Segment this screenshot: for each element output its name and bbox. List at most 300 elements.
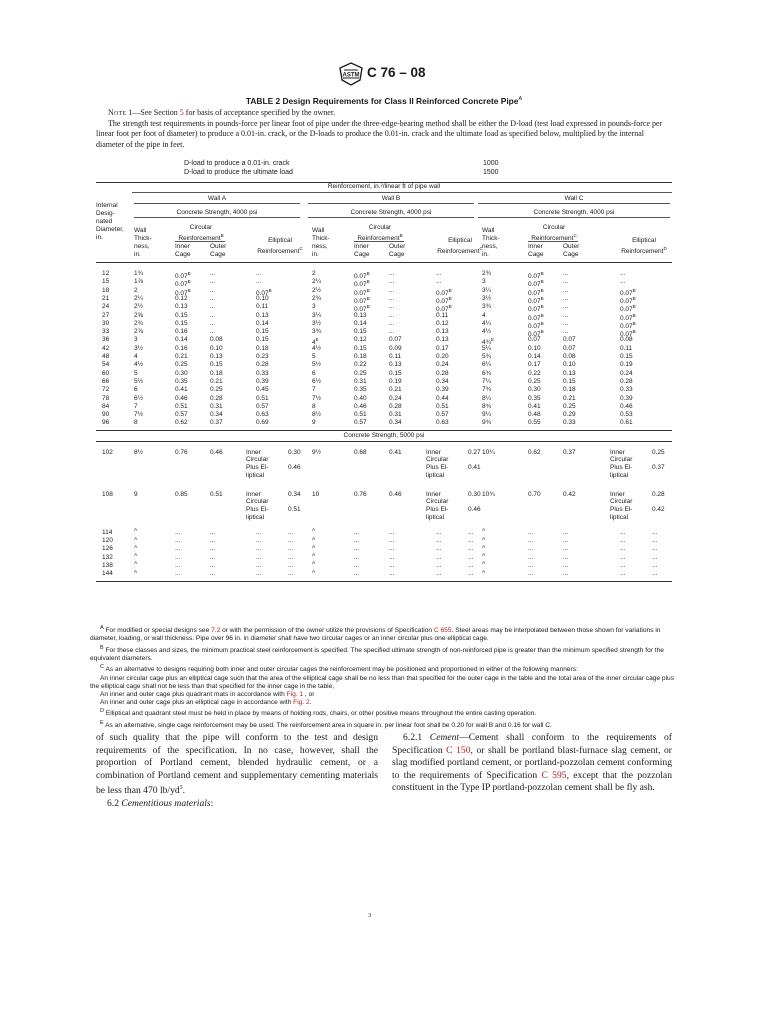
table-cell: $0.07^B$ (528, 295, 544, 306)
table-cell: ... (436, 553, 442, 561)
outer-cage-header: Cage (389, 251, 405, 258)
diameter-cell: 54 (102, 361, 110, 369)
diameter-cell: 27 (102, 311, 110, 319)
table-cell: 0.63 (436, 419, 449, 427)
table-cell: 0.76 (354, 490, 367, 498)
table-cell: 0.28 (436, 369, 449, 377)
wall-thickness-header: Thick- (312, 235, 330, 242)
table-cell: ... (468, 545, 474, 553)
table-cell: $0.07^B$ (620, 295, 636, 306)
table-cell: 0.11 (436, 311, 449, 319)
table-cell: 0.41 (389, 448, 402, 456)
inner-circular-plus-elliptical-label: liptical (426, 471, 445, 479)
table-cell: 0.30 (175, 369, 188, 377)
astm-logo (338, 62, 364, 86)
table-cell: 5¼ (482, 344, 492, 352)
table-cell: 0.55 (528, 419, 541, 427)
table-cell: ... (256, 537, 262, 544)
outer-cage-header: Cage (563, 251, 579, 258)
svg-text:ASTM: ASTM (342, 72, 360, 79)
table-cell: 2⅞ (134, 328, 144, 336)
table-cell: 7¾ (482, 386, 492, 394)
table-cell: 3¼ (312, 311, 322, 319)
table-cell: ... (528, 537, 534, 544)
table-cell: 8¼ (482, 394, 492, 402)
dload-ultimate-label: D-load to produce the ultimate load (184, 168, 293, 176)
table-cell: ... (175, 537, 181, 544)
table-cell: 0.34 (389, 419, 402, 427)
inner-circular-plus-elliptical-label: Inner (246, 490, 261, 498)
table-cell: 0.11 (389, 353, 402, 360)
table-intro (96, 108, 672, 150)
footnote-a-mark: A (482, 544, 486, 550)
table-cell: ... (436, 561, 442, 569)
table-cell: ... (210, 286, 216, 294)
diameter-cell: 24 (102, 303, 110, 311)
table-cell: ... (468, 570, 474, 578)
table-cell: ... (436, 570, 442, 578)
inner-circular-plus-elliptical-label: Plus El- (246, 463, 269, 471)
table-cell: 0.27 (468, 448, 481, 456)
table-cell: ... (620, 570, 626, 578)
table-cell: 0.31 (354, 377, 367, 385)
table-cell: 0.62 (528, 448, 541, 456)
footnote-a-mark: A (134, 544, 138, 550)
table-cell: ... (354, 537, 360, 544)
table-cell: ... (436, 270, 442, 277)
circular-reinforcement-header: Reinforcement$^B$ (178, 233, 224, 243)
table-cell: 8½ (134, 448, 144, 456)
table-cell: $0.07^B$ (354, 287, 370, 297)
diameter-cell: 21 (102, 294, 110, 302)
table-cell: 0.62 (175, 419, 188, 427)
table-cell: 9 (134, 490, 138, 498)
diameter-cell: 138 (102, 561, 113, 569)
table-cell: 2¼ (134, 294, 144, 302)
table-cell: 0.35 (354, 386, 367, 394)
inner-circular-plus-elliptical-label: Plus El- (610, 505, 633, 513)
inner-circular-plus-elliptical-label: liptical (246, 513, 265, 521)
footnote-a-mark: A (482, 536, 486, 542)
table-cell: ... (210, 319, 216, 327)
diameter-cell: 48 (102, 353, 110, 360)
table-cell: 8 (134, 419, 138, 427)
table-cell: ... (256, 270, 262, 277)
table-cell: ... (563, 545, 569, 553)
table-cell: 3 (482, 278, 486, 286)
diameter-cell: 126 (102, 545, 113, 553)
diameter-cell: 60 (102, 369, 110, 377)
strength-requirements-paragraph: The strength test requirements in pounds-force per linear foot of pipe under the three-edge-bearing method shall be either the D-load (test load expressed in pounds-force per linear foot per foot of diameter) to produce a 0.01-in. crack, or the D-loads to produce the 0.01-in. crack and the ultimate load as specified below, multiplied by the internal diameter of the pipe in feet. (96, 118, 663, 149)
table-cell: ... (389, 545, 395, 553)
table-cell: 0.28 (652, 490, 665, 498)
table-cell: 0.12 (436, 319, 449, 327)
table-cell: 0.13 (563, 369, 576, 377)
table-cell: 3½ (482, 294, 492, 302)
table-cell: ... (354, 561, 360, 569)
table-cell: ... (528, 570, 534, 578)
diameter-cell: 66 (102, 377, 110, 385)
wall-c-rule (478, 203, 670, 204)
table-cell: ... (563, 528, 569, 536)
footnote-a-mark: A (312, 561, 316, 567)
table-cell: 0.51 (354, 411, 367, 419)
table-cell: 1¾ (134, 270, 144, 277)
table-cell: 0.22 (354, 361, 367, 369)
table-cell: 0.37 (563, 448, 576, 456)
table-cell: ... (256, 545, 262, 553)
table-cell: $0.07^B$ (354, 295, 370, 306)
table-cell: 0.24 (389, 394, 402, 402)
inner-circular-plus-elliptical-label: liptical (610, 513, 629, 521)
table-cell: 0.57 (436, 411, 449, 419)
table-cell: 10 (312, 490, 320, 498)
table-cell: $0.07^B$ (354, 279, 370, 289)
table-cell: ... (563, 553, 569, 561)
table-cell: 0.37 (652, 463, 665, 471)
footnote-c-option-1: An inner circular cage plus an elliptical cage such that the area of the elliptical cage shall be no less than that specified for the outer cage in the table and the total area of the inner circular cage plus the elliptical cage shall not be less than that specified for the inner cage in the table, (90, 674, 675, 690)
page-number: 3 (368, 912, 372, 919)
table-cell: 0.15 (389, 369, 402, 377)
table-cell: ... (354, 528, 360, 536)
table-cell: 0.18 (354, 353, 367, 360)
table-cell: 0.31 (389, 411, 402, 419)
wall-thickness-header: ness, (482, 243, 498, 250)
table-cell: ... (210, 553, 216, 561)
inner-cage-header: Inner (354, 243, 369, 250)
dload-ultimate-value: 1500 (483, 168, 499, 176)
diameter-cell: 78 (102, 394, 110, 402)
table-cell: ... (389, 294, 395, 302)
table-cell: 0.25 (528, 377, 541, 385)
diameter-cell: 42 (102, 344, 110, 352)
table-cell: 0.14 (528, 353, 541, 360)
table-cell: ... (210, 561, 216, 569)
table-cell: 0.30 (288, 448, 301, 456)
table-cell: 7 (134, 402, 138, 410)
table-cell: 0.35 (175, 377, 188, 385)
table-cell: $0.07^B$ (620, 312, 636, 322)
table-cell: 0.63 (256, 411, 269, 419)
table-cell: ... (620, 553, 626, 561)
internal-diameter-header: Diameter, (96, 226, 124, 233)
table-cell: ... (468, 528, 474, 536)
footnote-a-mark: A (312, 544, 316, 550)
elliptical-reinforcement-header: Reinforcement$^C$ (437, 246, 483, 256)
table-cell: 0.13 (354, 311, 367, 319)
table-cell: $0.07^B$ (528, 287, 544, 297)
table-cell: ... (210, 528, 216, 536)
table-cell: 0.35 (528, 394, 541, 402)
table-cell: 0.39 (256, 377, 269, 385)
table-cell: 0.51 (436, 402, 449, 410)
table-cell: 0.51 (210, 490, 223, 498)
table-cell: 0.70 (528, 490, 541, 498)
table-cell: $0.07^B$ (620, 329, 636, 339)
table-cell: 0.28 (210, 394, 223, 402)
table-cell: 1⅞ (134, 278, 144, 286)
table-cell: 0.46 (354, 402, 367, 410)
table-cell: 0.24 (620, 369, 633, 377)
diameter-cell: 33 (102, 328, 110, 336)
internal-diameter-header: Internal (96, 202, 118, 209)
table-cell: 5½ (134, 377, 144, 385)
table-cell: $0.07^B$ (175, 279, 191, 289)
inner-circular-plus-elliptical-label: Inner (426, 490, 441, 498)
table-cell: 0.19 (620, 361, 633, 369)
table-cell: 2½ (312, 286, 322, 294)
section-6-2-1-paragraph: 6.2.1 Cement—Cement shall conform to the requirements of Specification C 150, or shall be portland blast-furnace slag cement, or slag modified portland cement, or portland-pozzolan cement conforming to the requirements of Specification C 595, except that the pozzolan constituent in the Type IP portland-pozzolan cement shall be fly ash. (392, 732, 673, 794)
table-cell: ... (389, 319, 395, 327)
dload-crack-label: D-load to produce a 0.01-in. crack (184, 160, 290, 167)
footnote-b: $^B$ For these classes and sizes, the minimum practical steel reinforcement is specified. The specified ultimate strength of non-reinforced pipe is greater than the minimum specified strength for the equivalent diameters. (90, 644, 664, 662)
table-cell: 0.28 (389, 402, 402, 410)
section-5000-top-rule (96, 430, 672, 431)
diameter-cell: 102 (102, 448, 113, 456)
internal-diameter-header: Desig- (96, 210, 115, 217)
table-cell: ... (563, 570, 569, 578)
table-cell: 0.46 (175, 394, 188, 402)
c655-link[interactable]: C 655 (433, 627, 452, 635)
inner-cage-header: Inner (528, 243, 543, 250)
table-cell: ... (652, 570, 658, 578)
table-cell: ... (210, 303, 216, 311)
table-cell: 0.41 (528, 402, 541, 410)
table-cell: 10¼ (482, 448, 495, 456)
table-cell: 6¾ (482, 369, 492, 377)
table-cell: 5½ (312, 361, 322, 369)
table-cell: 10¾ (482, 490, 495, 498)
table-cell: 4½ (134, 361, 144, 369)
footnote-a-mark: A (312, 553, 316, 559)
section-5000-bottom-rule (96, 441, 672, 442)
inner-cage-header: Inner (175, 243, 190, 250)
circular-reinforcement-header: Reinforcement$^B$ (357, 233, 403, 243)
table-cell: ... (256, 561, 262, 569)
table-cell: ... (288, 545, 294, 553)
section-5-link[interactable]: 5 (179, 108, 184, 117)
footnote-a-mark: A (134, 553, 138, 559)
table-cell: ... (468, 553, 474, 561)
diameter-cell: 15 (102, 278, 110, 286)
footnote-a-mark: A (134, 536, 138, 542)
table-cell: 0.57 (354, 419, 367, 427)
table-cell: $0.07^B$ (354, 304, 370, 314)
table-cell: 4¼ (482, 319, 492, 327)
diameter-cell: 30 (102, 319, 110, 327)
table-cell: ... (528, 528, 534, 536)
wall-a-strength-rule (134, 217, 300, 218)
inner-circular-plus-elliptical-label: Inner (610, 448, 625, 456)
table-cell: 0.30 (468, 490, 481, 498)
table-cell: $0.07^B$ (620, 304, 636, 314)
table-cell: 6½ (134, 394, 144, 402)
table-cell: 0.46 (620, 402, 633, 410)
table-cell: 0.14 (175, 336, 188, 344)
table-cell: 0.15 (354, 344, 367, 352)
table-cell: $4^E$ (312, 337, 319, 347)
inner-circular-plus-elliptical-label: Circular (610, 498, 633, 506)
diameter-cell: 132 (102, 553, 113, 561)
note-number: 1—See Section (126, 108, 180, 117)
table-cell: ... (468, 561, 474, 569)
table-cell: 7 (312, 386, 316, 394)
wall-a-strength: Concrete Strength, 4000 psi (176, 209, 258, 216)
table-cell: ... (528, 553, 534, 561)
table-cell: 7½ (134, 411, 144, 419)
table-cell: $0.07^B$ (256, 287, 272, 297)
table-cell: ... (563, 561, 569, 569)
table-cell: ... (652, 545, 658, 553)
table-cell: ... (210, 570, 216, 578)
wall-c-header: Wall C (564, 195, 584, 202)
wall-b-header: Wall B (381, 195, 401, 202)
note-label: Note (108, 108, 127, 117)
table-cell: ... (563, 311, 569, 319)
table-cell: ... (389, 303, 395, 311)
table-cell: 0.33 (256, 369, 269, 377)
table-cell: ... (436, 278, 442, 286)
table-cell: ... (620, 561, 626, 569)
table-cell: 2⅝ (134, 311, 144, 319)
reinforcement-header: Reinforcement, in.²/linear ft of pipe wall (327, 183, 441, 190)
table-cell: 9¼ (482, 411, 492, 419)
inner-circular-plus-elliptical-label: Circular (246, 498, 269, 506)
table-cell: 9¾ (482, 419, 492, 427)
table-cell: 0.18 (563, 386, 576, 394)
internal-diameter-header: in. (96, 234, 103, 241)
footnote-a-mark: A (134, 569, 138, 575)
table-cell: 2 (312, 270, 316, 277)
table-cell: 0.15 (620, 353, 633, 360)
table-cell: 0.10 (210, 344, 223, 352)
standard-designation: C 76 – 08 (367, 65, 426, 80)
wall-c-strength-rule (478, 217, 670, 218)
table-cell: ... (354, 570, 360, 578)
footnote-c: $^C$ As an alternative to designs requiring both inner and outer circular cages the reinforcement may be positioned and proportioned in either of the following manners: (100, 664, 578, 674)
table-cell: 0.22 (528, 369, 541, 377)
table-cell: $0.07^B$ (620, 320, 636, 330)
table-cell: 0.34 (436, 377, 449, 385)
wall-b-strength: Concrete Strength, 4000 psi (350, 209, 432, 216)
dload-list (184, 160, 514, 177)
table-cell: 0.28 (256, 361, 269, 369)
table-cell: ... (256, 528, 262, 536)
note-1 (96, 108, 672, 119)
section-7-2-link[interactable]: 7.2 (211, 627, 221, 635)
table-cell: $0.07^B$ (528, 320, 544, 330)
table-cell: 4 (134, 353, 138, 360)
table-cell: 0.23 (256, 353, 269, 360)
inner-circular-plus-elliptical-label: Plus El- (610, 463, 633, 471)
table-cell: ... (436, 537, 442, 544)
table-cell: 0.21 (175, 353, 188, 360)
design-requirements-table (96, 182, 672, 622)
table-cell: 6 (134, 386, 138, 394)
footnote-a: $^A$ For modified or special designs see 7.2 or with the permission of the owner utilize the provisions of Specification C 655. Steel areas may be interpolated between those shown for variations in diameter, loading, or wall thickness. Pipe over 96 in. in diameter shall have two circular cages or an inner circular plus one elliptical cage. (90, 625, 661, 643)
table-cell: 0.18 (210, 369, 223, 377)
table-cell: ... (563, 294, 569, 302)
table-cell: $0.07^B$ (528, 329, 544, 339)
circular-reinforcement-header: Circular (368, 224, 392, 231)
table-cell: 0.34 (210, 411, 223, 419)
table-cell: 0.21 (389, 386, 402, 394)
wall-b-strength-rule (308, 217, 474, 218)
table-cell: 0.76 (175, 448, 188, 456)
inner-circular-plus-elliptical-label: Circular (426, 498, 449, 506)
table-cell: 0.08 (620, 336, 633, 344)
table-cell: 0.30 (528, 386, 541, 394)
table-cell: 0.39 (620, 394, 633, 402)
table-cell: ... (563, 537, 569, 544)
c595-link[interactable]: C 595 (541, 769, 567, 781)
table-cell: ... (563, 303, 569, 311)
footnote-d: $^D$ Elliptical and quadrant steel must be held in place by means of holding rods, chairs, or other positive means throughout the entire casting operation. (100, 708, 537, 718)
circular-rule (354, 241, 404, 242)
table-cell: $0.07^B$ (528, 312, 544, 322)
table-cell: ... (288, 528, 294, 536)
table-cell: 0.51 (175, 402, 188, 410)
table-cell: 8½ (312, 411, 322, 419)
wall-thickness-header: Thick- (134, 235, 152, 242)
table-cell: ... (354, 545, 360, 553)
table-cell: ... (256, 570, 262, 578)
table-cell: 5¾ (482, 353, 492, 360)
table-cell: 4½ (482, 328, 492, 336)
fig-2-link[interactable]: Fig. 2 (293, 699, 310, 707)
table-cell: ... (210, 294, 216, 302)
table-cell: 2¾ (482, 270, 492, 277)
outer-cage-header: Outer (210, 243, 227, 250)
table-cell: 0.46 (288, 463, 301, 471)
table-cell: $0.07^B$ (528, 279, 544, 289)
table-cell: ... (620, 270, 626, 277)
table-cell: 0.69 (256, 419, 269, 427)
table-cell: 0.57 (175, 411, 188, 419)
c150-link[interactable]: C 150 (446, 744, 471, 756)
dload-crack-value: 1000 (483, 160, 499, 167)
table-cell: 0.51 (256, 394, 269, 402)
table-footnotes (90, 624, 674, 730)
wall-thickness-header: in. (134, 251, 141, 258)
inner-circular-plus-elliptical-label: Circular (426, 456, 449, 464)
table-cell: 9½ (312, 448, 322, 456)
fig-1-link[interactable]: Fig. 1 (286, 690, 304, 698)
table-cell: 0.13 (436, 328, 449, 336)
wall-thickness-header: Wall (312, 227, 325, 234)
table-cell: 9 (312, 419, 316, 427)
inner-circular-plus-elliptical-label: Plus El- (426, 505, 449, 513)
table-cell: ... (288, 561, 294, 569)
table-cell: 6½ (312, 377, 322, 385)
table-cell: ... (652, 553, 658, 561)
footnote-a-mark: A (312, 569, 316, 575)
table-cell: $0.07^B$ (436, 304, 452, 314)
footnote-a-mark: A (482, 528, 486, 534)
table-cell: 0.17 (436, 344, 449, 352)
table-cell: 0.20 (436, 353, 449, 360)
footnote-c-option-3: An inner and outer cage plus an elliptical cage in accordance with Fig. 2. (100, 699, 312, 707)
inner-circular-plus-elliptical-label: liptical (426, 513, 445, 521)
table-cell: ... (563, 328, 569, 336)
wall-thickness-header: in. (312, 251, 319, 258)
table-cell: ... (652, 528, 658, 536)
inner-cage-header: Cage (354, 251, 370, 258)
table-cell: 0.08 (210, 336, 223, 344)
table-cell: 0.13 (256, 311, 269, 319)
cement-proportion-paragraph: of such quality that the pipe will conform to the test and design requirements of the specification. In no case, however, shall the proportion of Portland cement, blended hydraulic cement, or a combination of Portland cement and supplementary cementing materials be less than 470 $lb/yd^3$. (96, 732, 378, 797)
table-cell: ... (175, 561, 181, 569)
